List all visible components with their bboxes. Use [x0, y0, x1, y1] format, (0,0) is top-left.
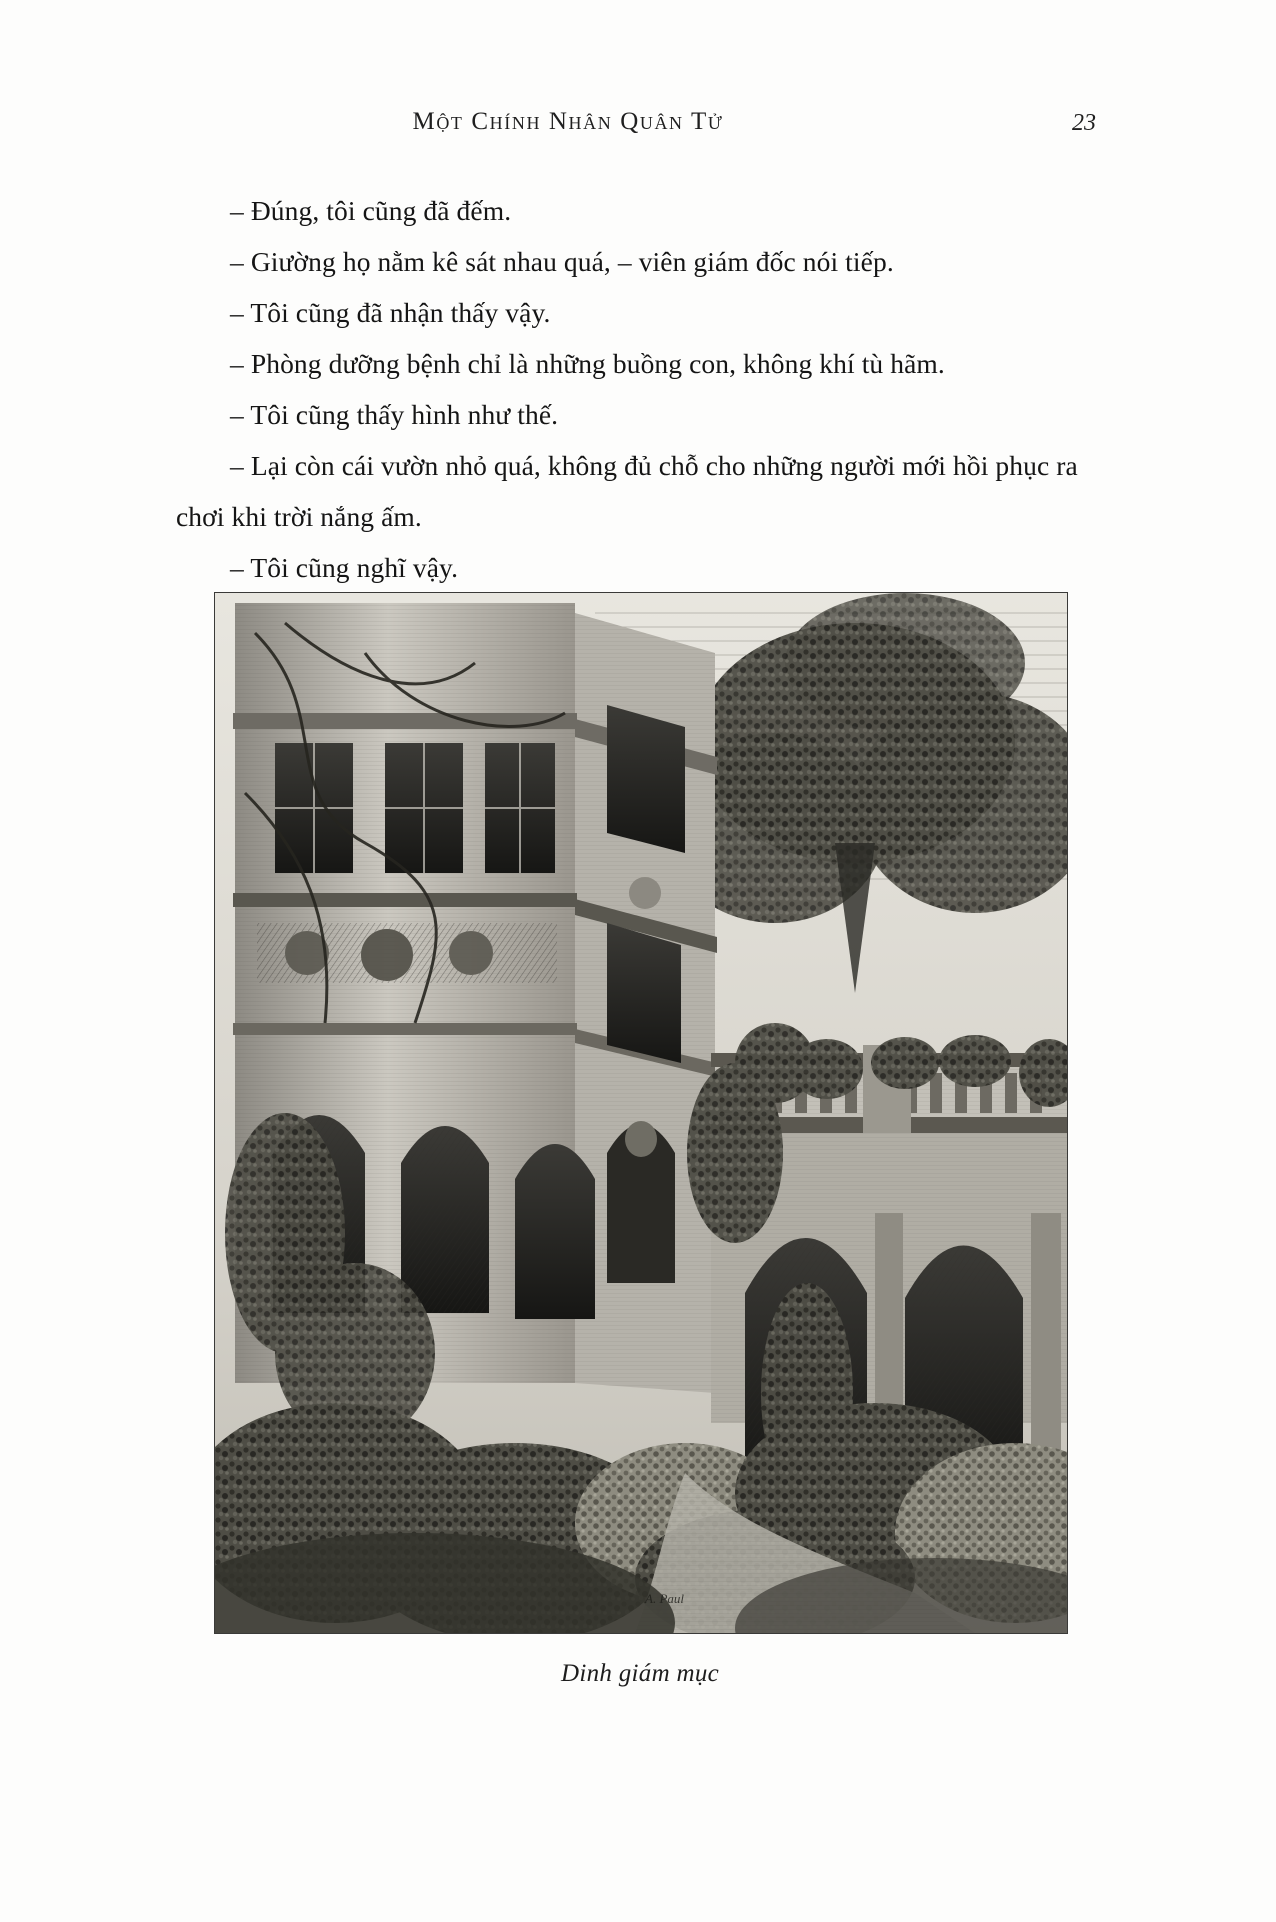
figure: [214, 592, 1066, 1688]
paragraph: – Đúng, tôi cũng đã đếm.: [230, 195, 512, 226]
illustration-engraving: [214, 592, 1068, 1634]
page-number: 23: [1072, 110, 1096, 136]
paragraph: – Giường họ nằm kê sát nhau quá, – viên giám đốc nói tiếp.: [230, 246, 894, 277]
paragraph: – Tôi cũng thấy hình như thế.: [230, 399, 559, 430]
running-title: Một Chính Nhân Quân Tử: [412, 108, 724, 135]
running-head: [178, 108, 1098, 148]
figure-caption: Dinh giám mục: [560, 1660, 720, 1687]
paragraph: – Tôi cũng đã nhận thấy vậy.: [230, 297, 551, 328]
paragraph: – Tôi cũng nghĩ vậy.: [230, 552, 459, 583]
svg-text:A. Paul: A. Paul: [645, 1591, 684, 1606]
paragraph: – Phòng dưỡng bệnh chỉ là những buồng con, không khí tù hãm.: [230, 348, 945, 379]
paragraph: – Lại còn cái vườn nhỏ quá, không đủ chỗ cho những người mới hồi phục ra chơi khi trời nắng ấm.: [176, 450, 1078, 532]
body-text: [176, 185, 1100, 593]
